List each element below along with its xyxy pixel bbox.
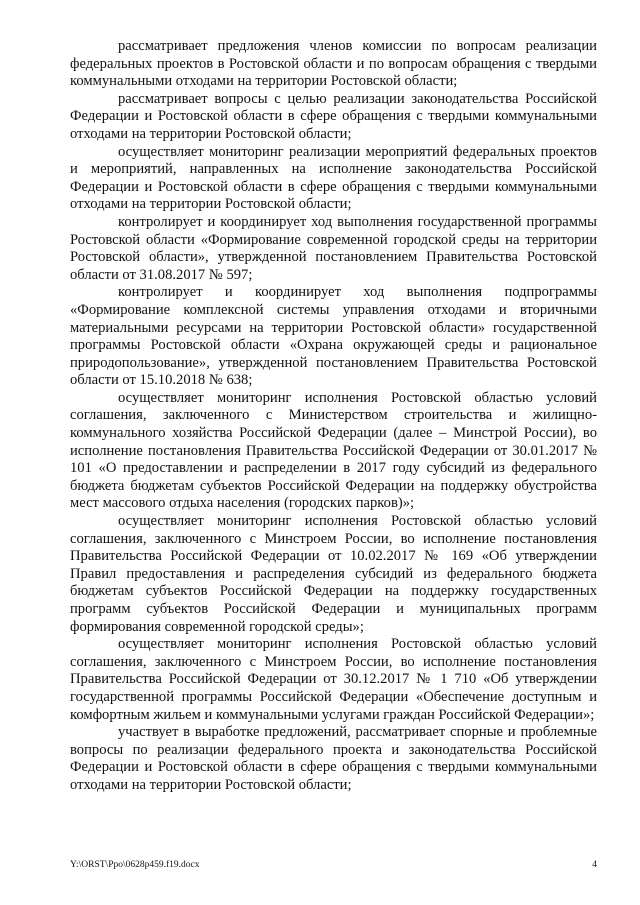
paragraph-5: контролирует и координирует ход выполнения подпрограммы «Формирование комплексной системы управления отходами и вторичными материальными ресурсами на территории Ростовской области» государственной программы Ростовской области «Охрана окружающей среды и рациональное природопользование», утвержденной постановлением Правительства Ростовской области от 15.10.2018 № 638; bbox=[70, 284, 597, 389]
footer-page-number: 4 bbox=[592, 860, 597, 870]
paragraph-2: рассматривает вопросы с целью реализации законодательства Российской Федерации и Ростовской области в сфере обращения с твердыми коммунальными отходами на территории Ростовской области; bbox=[70, 90, 597, 142]
footer-file-path: Y:\ORST\Ppo\0628p459.f19.docx bbox=[70, 860, 200, 870]
paragraph-8: осуществляет мониторинг исполнения Ростовской областью условий соглашения, заключенного с Минстроем России, во исполнение постановления Правительства Российской Федерации от 30.12.2017 № 1 710 «Об утверждении государственной программы Российской Федерации «Обеспечение доступным и комфортным жильем и коммунальными услугами граждан Российской Федерации»; bbox=[70, 636, 597, 723]
paragraph-9: участвует в выработке предложений, рассматривает спорные и проблемные вопросы по реализации федерального проекта и законодательства Российской Федерации и Ростовской области в сфере обращения с твердыми коммунальными отходами на территории Ростовской области; bbox=[70, 724, 597, 793]
paragraph-1: рассматривает предложения членов комиссии по вопросам реализации федеральных проектов в Ростовской области и по вопросам обращения с твердыми коммунальными отходами на территории Ростовской области; bbox=[70, 38, 597, 90]
paragraph-3: осуществляет мониторинг реализации мероприятий федеральных проектов и мероприятий, направленных на исполнение законодательства Российской Федерации и Ростовской области в сфере обращения с твердыми коммунальными отходами на территории Ростовской области; bbox=[70, 143, 597, 213]
page-footer bbox=[70, 859, 597, 871]
document-body bbox=[70, 38, 597, 795]
paragraph-6: осуществляет мониторинг исполнения Ростовской областью условий соглашения, заключенного с Министерством строительства и жилищно-коммунального хозяйства Российской Федерации (далее – Минстрой России), во исполнение постановления Правительства Российской Федерации от 30.01.2017 № 101 «О предоставлении и распределении в 2017 году субсидий из федерального бюджета бюджетам субъектов Российской Федерации на поддержку обустройства мест массового отдыха населения (городских парков)»; bbox=[70, 389, 597, 512]
paragraph-7: осуществляет мониторинг исполнения Ростовской областью условий соглашения, заключенного с Минстроем России, во исполнение постановления Правительства Российской Федерации от 10.02.2017 № 169 «Об утверждении Правил предоставления и распределения субсидий из федерального бюджета бюджетам субъектов Российской Федерации на поддержку государственных программ субъектов Российской Федерации и муниципальных программ формирования современной городской среды»; bbox=[70, 513, 597, 635]
paragraph-4: контролирует и координирует ход выполнения государственной программы Ростовской области «Формирование современной городской среды на территории Ростовской области», утвержденной постановлением Правительства Ростовской области от 31.08.2017 № 597; bbox=[70, 213, 597, 283]
